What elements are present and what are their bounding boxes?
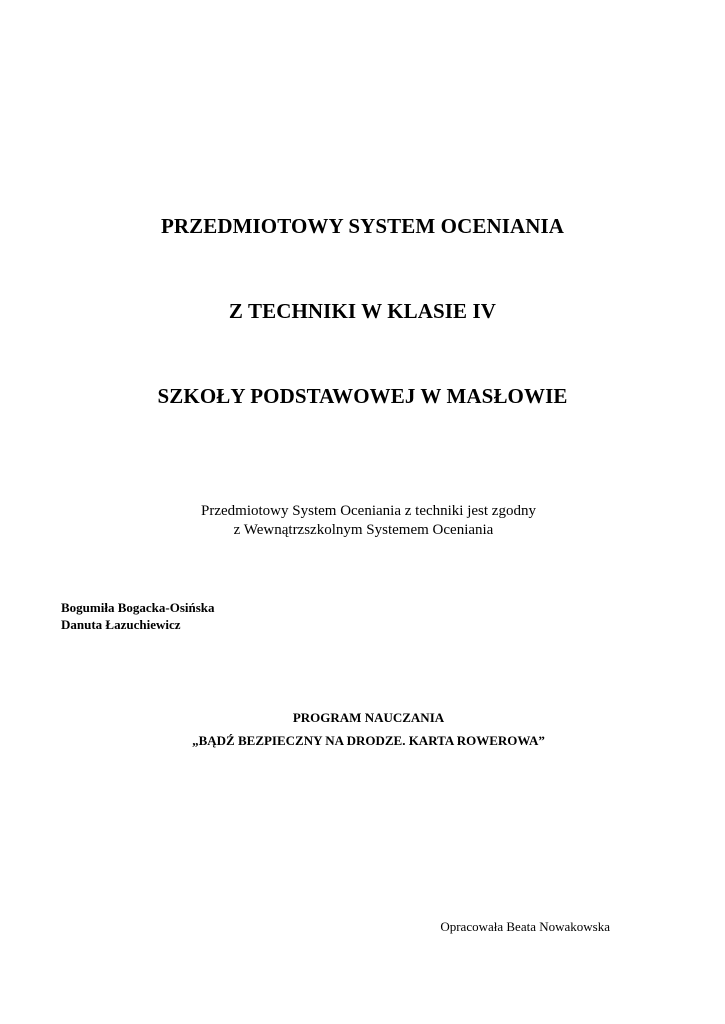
- title-line-3: SZKOŁY PODSTAWOWEJ W MASŁOWIE: [157, 384, 568, 408]
- prepared-by: Opracowała Beata Nowakowska: [440, 919, 610, 934]
- program-heading: PROGRAM NAUCZANIA: [292, 710, 445, 725]
- conformity-note-line-1: Przedmiotowy System Oceniania z techniki jest zgodny: [201, 503, 536, 519]
- program-name: „BĄDŹ BEZPIECZNY NA DRODZE. KARTA ROWEROWA”: [192, 733, 545, 748]
- conformity-note: [0, 502, 725, 540]
- title-line-1: PRZEDMIOTOWY SYSTEM OCENIANIA: [160, 214, 565, 238]
- authors-block: [61, 599, 215, 633]
- conformity-note-line-2: z Wewnątrzszkolnym Systemem Oceniania: [233, 522, 494, 538]
- title-line-2: Z TECHNIKI W KLASIE IV: [228, 299, 497, 323]
- program-block: [0, 709, 725, 749]
- author-2: Danuta Łazuchiewicz: [61, 617, 181, 632]
- author-1: Bogumiła Bogacka-Osińska: [61, 600, 215, 615]
